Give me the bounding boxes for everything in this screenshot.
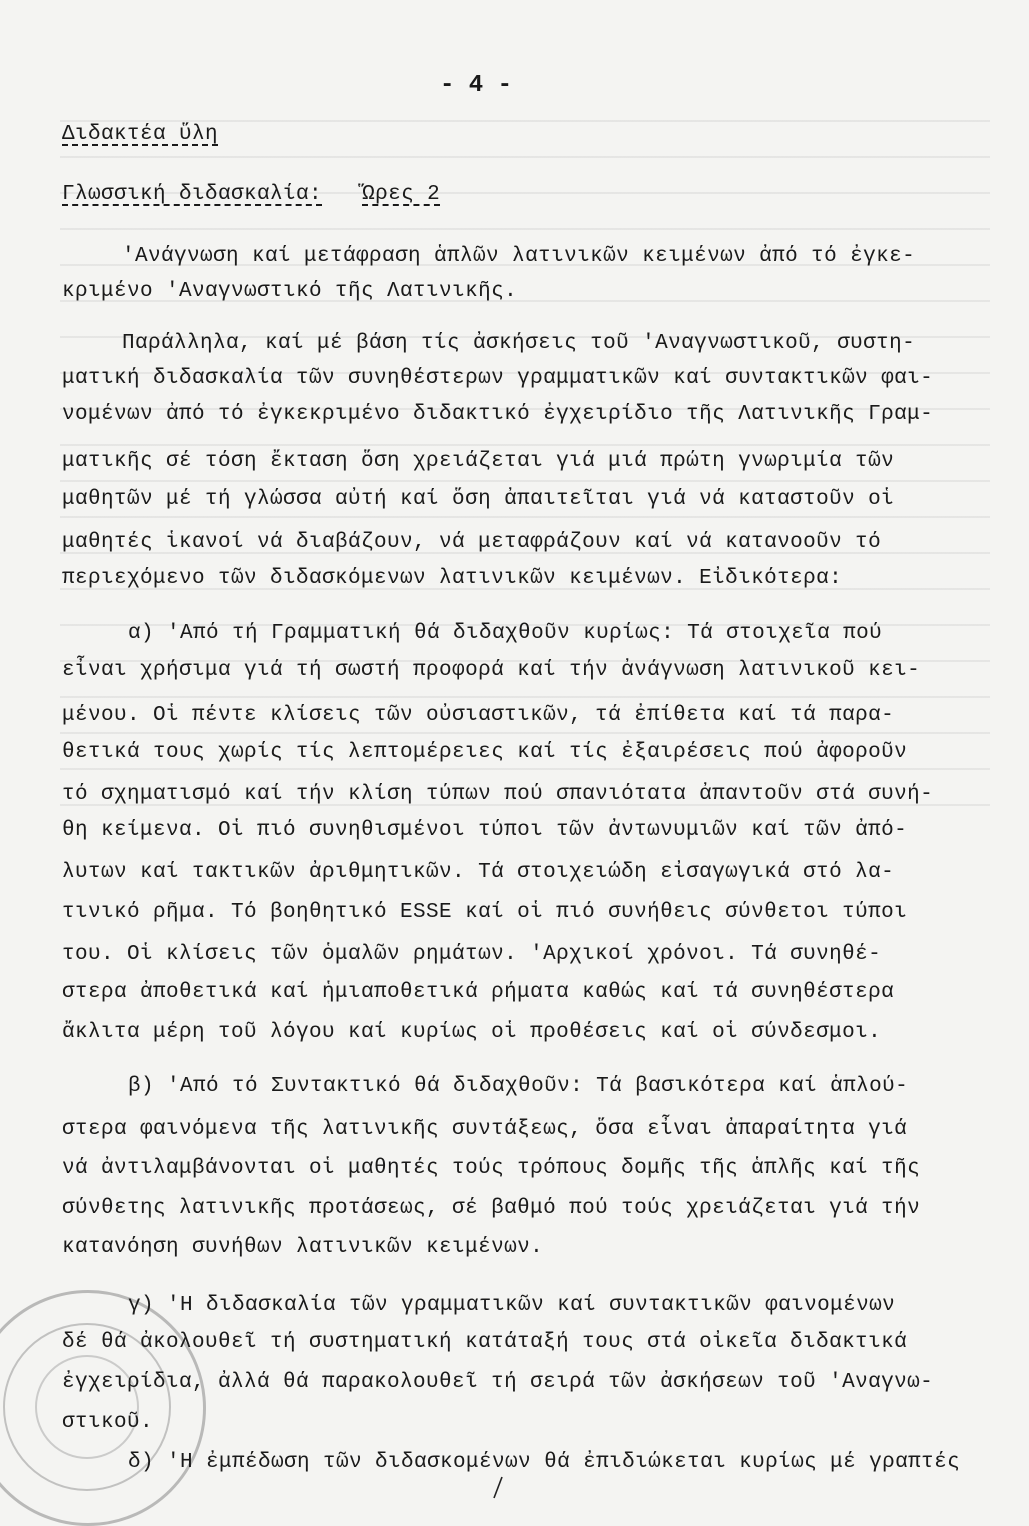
subheading-label: Γλωσσική διδασκαλία: — [62, 183, 323, 206]
text-line: 'Ανάγνωση καί μετάφραση ἁπλῶν λατινικῶν κειμένων ἀπό τό ἐγκε- — [122, 245, 916, 268]
text-line: νομένων ἀπό τό ἐγκεκριμένο διδακτικό ἐγχειρίδιο τῆς Λατινικῆς Γραμ- — [62, 403, 934, 426]
page-number: - 4 - — [440, 72, 513, 99]
text-line: του. Οἱ κλίσεις τῶν ὁμαλῶν ρημάτων. 'Αρχικοί χρόνοι. Τά συνηθέ- — [62, 943, 882, 966]
section-heading: Διδακτέα ὕλη — [62, 123, 219, 146]
text-line: α) 'Από τή Γραμματική θά διδαχθοῦν κυρίως: Τά στοιχεῖα πού — [128, 622, 883, 645]
official-seal — [0, 1290, 206, 1526]
text-line: στικοῦ. — [62, 1411, 154, 1434]
text-line: β) 'Από τό Συντακτικό θά διδαχθοῦν: Τά βασικότερα καί ἁπλού- — [128, 1075, 909, 1098]
text-line: περιεχόμενο τῶν διδασκόμενων λατινικῶν κειμένων. Εἰδικότερα: — [62, 567, 843, 590]
text-line: Παράλληλα, καί μέ βάση τίς ἀσκήσεις τοῦ 'Αναγνωστικοῦ, συστη- — [122, 332, 916, 355]
text-line: κατανόηση συνήθων λατινικῶν κειμένων. — [62, 1236, 544, 1259]
text-line: μαθητές ἱκανοί νά διαβάζουν, νά μεταφράζουν καί νά κατανοοῦν τό — [62, 531, 882, 554]
text-line: νά ἀντιλαμβάνονται οἱ μαθητές τούς τρόπους δομῆς τῆς ἁπλῆς καί τῆς — [62, 1157, 921, 1180]
pen-mark-icon — [488, 1475, 508, 1500]
text-line: ἐγχειρίδια, ἀλλά θά παρακολουθεῖ τή σειρά τῶν ἀσκήσεων τοῦ 'Αναγνω- — [62, 1371, 934, 1394]
text-line: τό σχηματισμό καί τήν κλίση τύπων πού σπανιότατα ἀπαντοῦν στά συνή- — [62, 783, 934, 806]
text-line: τινικό ρῆμα. Τό βοηθητικό ESSE καί οἱ πιό συνήθεις σύνθετοι τύποι — [62, 901, 908, 924]
text-line: εἶναι χρήσιμα γιά τή σωστή προφορά καί τήν ἀνάγνωση λατινικοῦ κει- — [62, 659, 921, 682]
text-line: ματικῆς σέ τόση ἔκταση ὅση χρειάζεται γιά μιά πρώτη γνωριμία τῶν — [62, 450, 895, 473]
text-line: ματική διδασκαλία τῶν συνηθέστερων γραμματικῶν καί συντακτικῶν φαι- — [62, 367, 934, 390]
text-line: μαθητῶν μέ τή γλώσσα αὐτή καί ὅση ἀπαιτεῖται γιά νά καταστοῦν οἱ — [62, 488, 895, 511]
subheading-hours: Ὥρες 2 — [362, 183, 441, 206]
text-line: γ) 'Η διδασκαλία τῶν γραμματικῶν καί συντακτικῶν φαινομένων — [128, 1294, 896, 1317]
text-line: θετικά τους χωρίς τίς λεπτομέρειες καί τίς ἐξαιρέσεις πού ἀφοροῦν — [62, 741, 908, 764]
text-line: μένου. Οἱ πέντε κλίσεις τῶν οὐσιαστικῶν, τά ἐπίθετα καί τά παρα- — [62, 704, 895, 727]
text-line: στερα φαινόμενα τῆς λατινικῆς συντάξεως, ὅσα εἶναι ἀπαραίτητα γιά — [62, 1118, 908, 1141]
text-line: λυτων καί τακτικῶν ἀριθμητικῶν. Τά στοιχειώδη εἰσαγωγικά στό λα- — [62, 861, 895, 884]
text-line: δ) 'Η ἐμπέδωση τῶν διδασκομένων θά ἐπιδιώκεται κυρίως μέ γραπτές — [128, 1451, 961, 1474]
text-line: δέ θά ἀκολουθεῖ τή συστηματική κατάταξή τους στά οἰκεῖα διδακτικά — [62, 1331, 908, 1354]
text-line: στερα ἀποθετικά καί ἡμιαποθετικά ρήματα καθώς καί τά συνηθέστερα — [62, 981, 895, 1004]
text-line: σύνθετης λατινικῆς προτάσεως, σέ βαθμό πού τούς χρειάζεται γιά τήν — [62, 1197, 921, 1220]
subheading — [62, 182, 440, 208]
text-line: ἄκλιτα μέρη τοῦ λόγου καί κυρίως οἱ προθέσεις καί οἱ σύνδεσμοι. — [62, 1021, 882, 1044]
text-line: κριμένο 'Αναγνωστικό τῆς Λατινικῆς. — [62, 280, 518, 303]
text-line: θη κείμενα. Οἱ πιό συνηθισμένοι τύποι τῶν ἀντωνυμιῶν καί τῶν ἀπό- — [62, 819, 908, 842]
